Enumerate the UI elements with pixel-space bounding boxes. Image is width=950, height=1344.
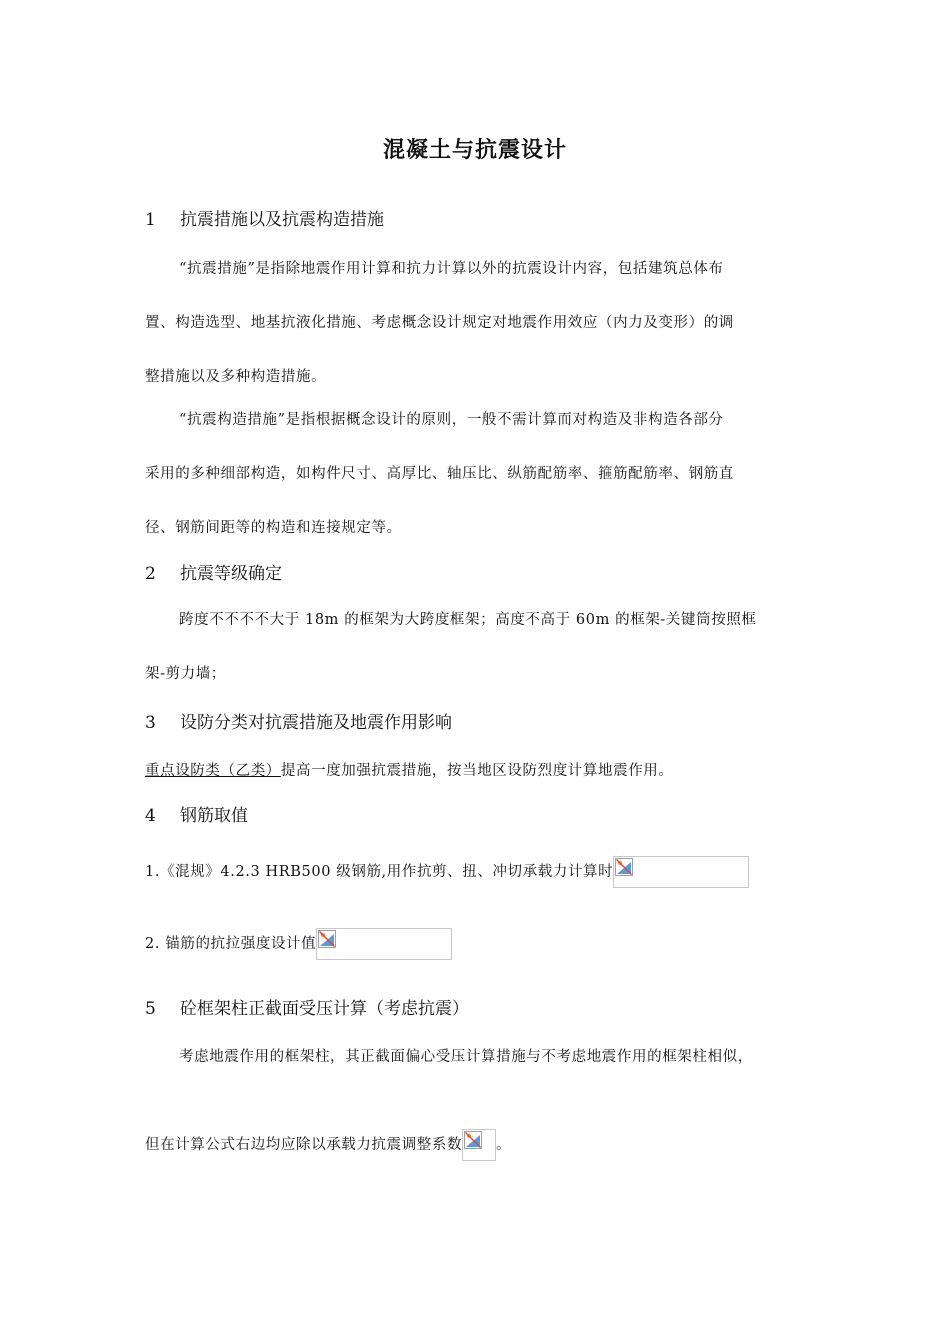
section-title: 抗震等级确定 [180, 564, 282, 584]
section-4-heading [145, 801, 248, 826]
paragraph-line: “抗震措施”是指除地震作用计算和抗力计算以外的抗震设计内容，包括建筑总体布 [179, 261, 724, 277]
section-title: 设防分类对抗震措施及地震作用影响 [180, 713, 452, 733]
document-title: 混凝土与抗震设计 [382, 137, 567, 163]
section-number: 4 [145, 806, 156, 826]
broken-image-icon [615, 858, 633, 876]
broken-image-icon [318, 930, 336, 948]
list-item [145, 928, 810, 960]
list-item [145, 856, 810, 888]
formula-image [613, 856, 749, 888]
paragraph-line: 跨度不不不不大于 18m 的框架为大跨度框架；高度不高于 60m 的框架-关键筒按照框 [179, 612, 757, 628]
section-title: 砼框架柱正截面受压计算（考虑抗震） [180, 999, 469, 1019]
paragraph-line: 置、构造选型、地基抗液化措施、考虑概念设计规定对地震作用效应（内力及变形）的调 [145, 315, 734, 331]
section-number: 2 [145, 564, 156, 584]
formula-image [316, 928, 452, 960]
line-text: 但在计算公式右边均应除以承载力抗震调整系数 [145, 1137, 463, 1153]
paragraph-line: 考虑地震作用的框架柱，其正截面偏心受压计算措施与不考虑地震作用的框架柱相似， [179, 1049, 753, 1065]
section-number: 3 [145, 713, 156, 733]
section-5-heading [145, 994, 469, 1019]
section-number: 5 [145, 999, 156, 1019]
section-title: 钢筋取值 [180, 806, 248, 826]
paragraph-line: 整措施以及多种构造措施。 [145, 369, 327, 385]
end-mark: 。 [496, 1137, 512, 1153]
list-item-text: 1.《混规》4.2.3 HRB500 级钢筋,用作抗剪、扭、冲切承载力计算时 [145, 864, 614, 880]
paragraph-line: 采用的多种细部构造，如构件尺寸、高厚比、轴压比、纵筋配筋率、箍筋配筋率、钢筋直 [145, 466, 734, 482]
section-number: 1 [145, 210, 156, 230]
line-text: 提高一度加强抗震措施，按当地区设防烈度计算地震作用。 [280, 763, 674, 779]
broken-image-icon [464, 1131, 482, 1149]
formula-image [462, 1129, 496, 1161]
paragraph-line [145, 759, 810, 780]
section-2-heading [145, 559, 282, 584]
section-1-heading [145, 205, 384, 230]
section-title: 抗震措施以及抗震构造措施 [180, 210, 384, 230]
list-item-text: 2. 锚筋的抗拉强度设计值 [145, 936, 317, 952]
underlined-term: 重点设防类（乙类） [145, 763, 281, 779]
paragraph-line: 架-剪力墙； [145, 666, 226, 682]
paragraph-line [145, 1129, 810, 1161]
paragraph-line: “抗震构造措施”是指根据概念设计的原则，一般不需计算而对构造及非构造各部分 [179, 412, 724, 428]
section-3-heading [145, 708, 452, 733]
paragraph-line: 径、钢筋间距等的构造和连接规定等。 [145, 520, 402, 536]
